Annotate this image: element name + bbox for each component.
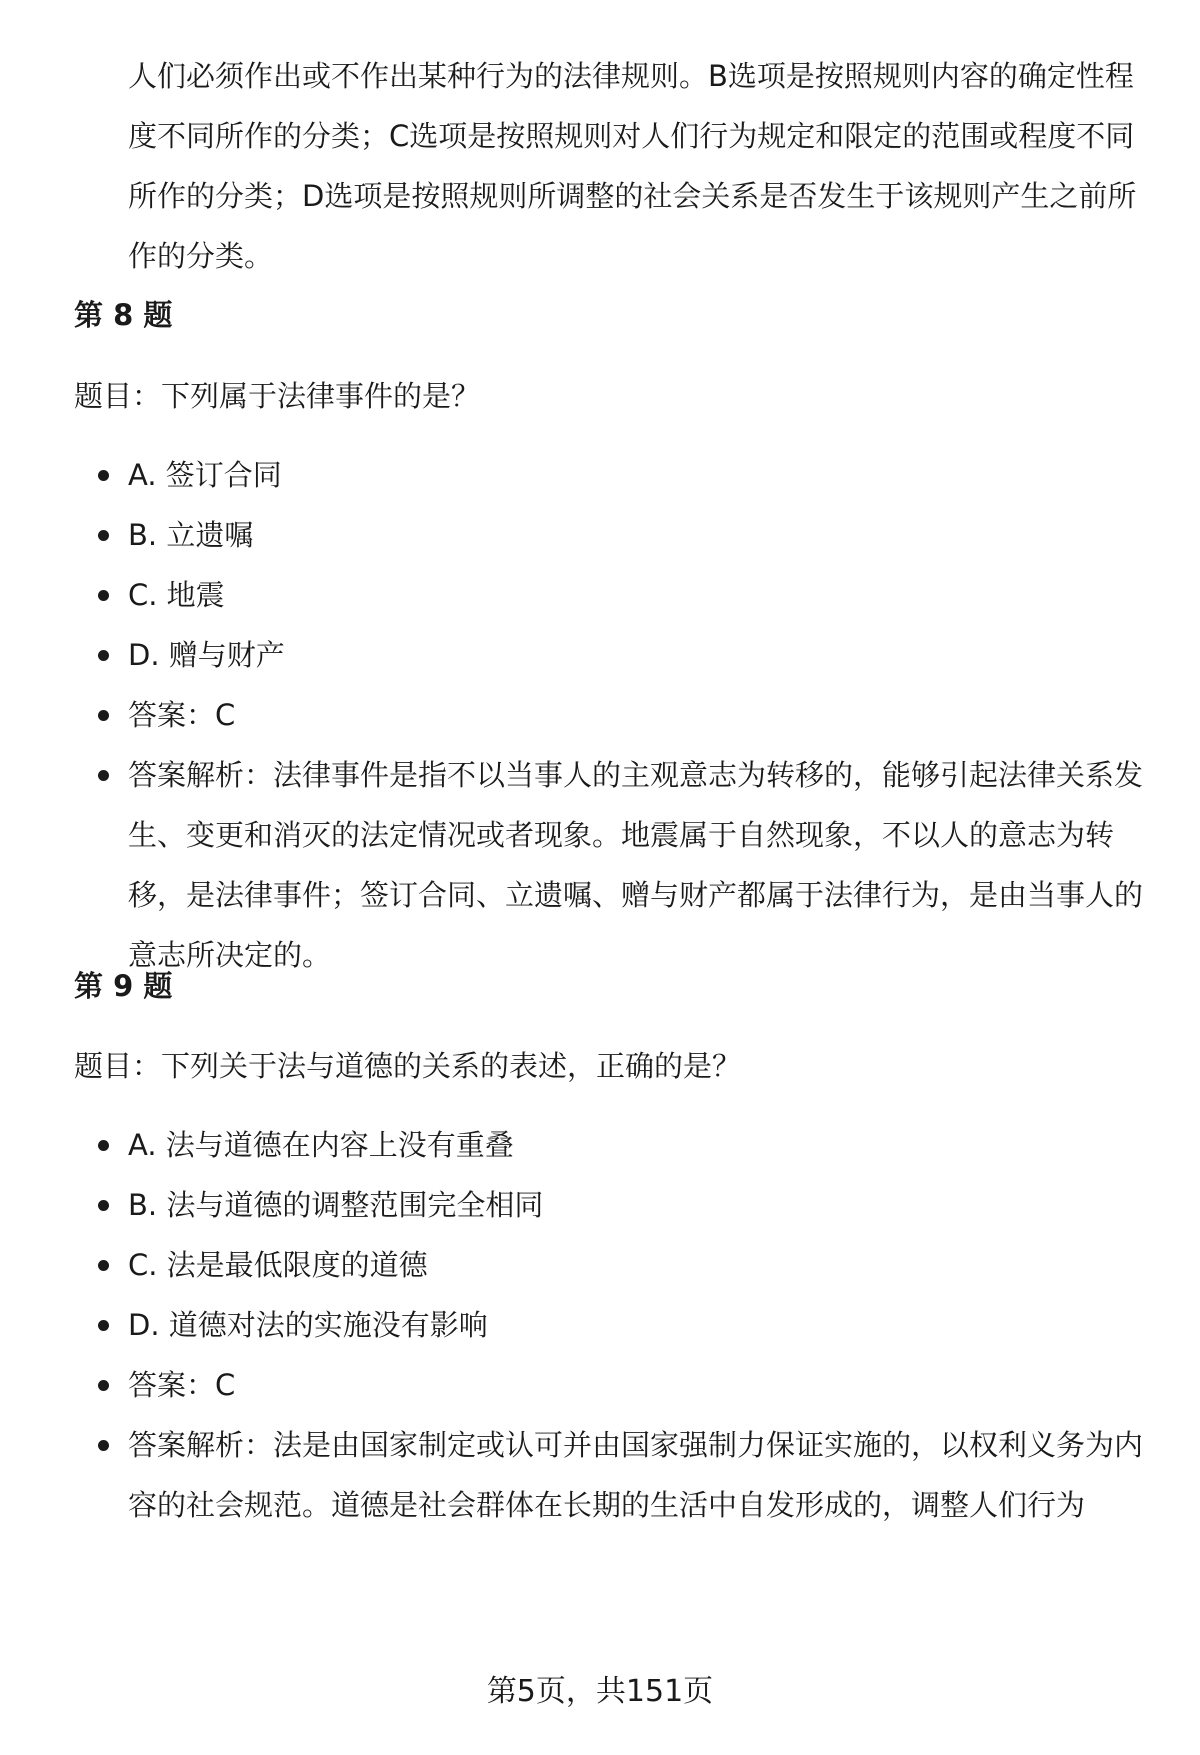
question-9-option-c: C. 法是最低限度的道德 [0,1235,1143,1295]
question-9-option-d: D. 道德对法的实施没有影响 [0,1295,1143,1355]
bullet-icon [98,1260,109,1271]
question-8-list [0,445,1200,985]
bullet-icon [98,590,109,601]
question-9-option-a: A. 法与道德在内容上没有重叠 [0,1115,1143,1175]
question-9-prompt: 题目：下列关于法与道德的关系的表述，正确的是？ [74,1049,742,1083]
question-8-option-c: C. 地震 [0,565,1143,625]
question-8-option-d: D. 赠与财产 [0,625,1143,685]
bullet-icon [98,1140,109,1151]
intro-continuation-paragraph: 人们必须作出或不作出某种行为的法律规则。B选项是按照规则内容的确定性程度不同所作的分类；C选项是按照规则对人们行为规定和限定的范围或程度不同所作的分类；D选项是按照规则所调整的社会关系是否发生于该规则产生之前所作的分类。 [128,59,1137,273]
question-8-explanation: 答案解析：法律事件是指不以当事人的主观意志为转移的，能够引起法律关系发生、变更和消灭的法定情况或者现象。地震属于自然现象，不以人的意志为转移，是法律事件；签订合同、立遗嘱、赠与财产都属于法律行为，是由当事人的意志所决定的。 [0,745,1143,985]
bullet-icon [98,470,109,481]
bullet-icon [98,1200,109,1211]
question-9-heading: 第 9 题 [74,969,173,1003]
bullet-icon [98,1440,109,1451]
question-8-option-b: B. 立遗嘱 [0,505,1143,565]
question-8-prompt: 题目：下列属于法律事件的是？ [74,379,481,413]
question-9-option-b: B. 法与道德的调整范围完全相同 [0,1175,1143,1235]
bullet-icon [98,530,109,541]
question-9-explanation: 答案解析：法是由国家制定或认可并由国家强制力保证实施的，以权利义务为内容的社会规范。道德是社会群体在长期的生活中自发形成的，调整人们行为 [0,1415,1143,1535]
bullet-icon [98,1320,109,1331]
bullet-icon [98,1380,109,1391]
question-8-option-a: A. 签订合同 [0,445,1143,505]
bullet-icon [98,710,109,721]
question-8-heading: 第 8 题 [74,298,173,332]
question-8-answer: 答案：C [0,685,1143,745]
bullet-icon [98,650,109,661]
question-9-list [0,1115,1200,1535]
question-9-answer: 答案：C [0,1355,1143,1415]
bullet-icon [98,770,109,781]
page-number-footer: 第5页，共151页 [486,1674,714,1709]
